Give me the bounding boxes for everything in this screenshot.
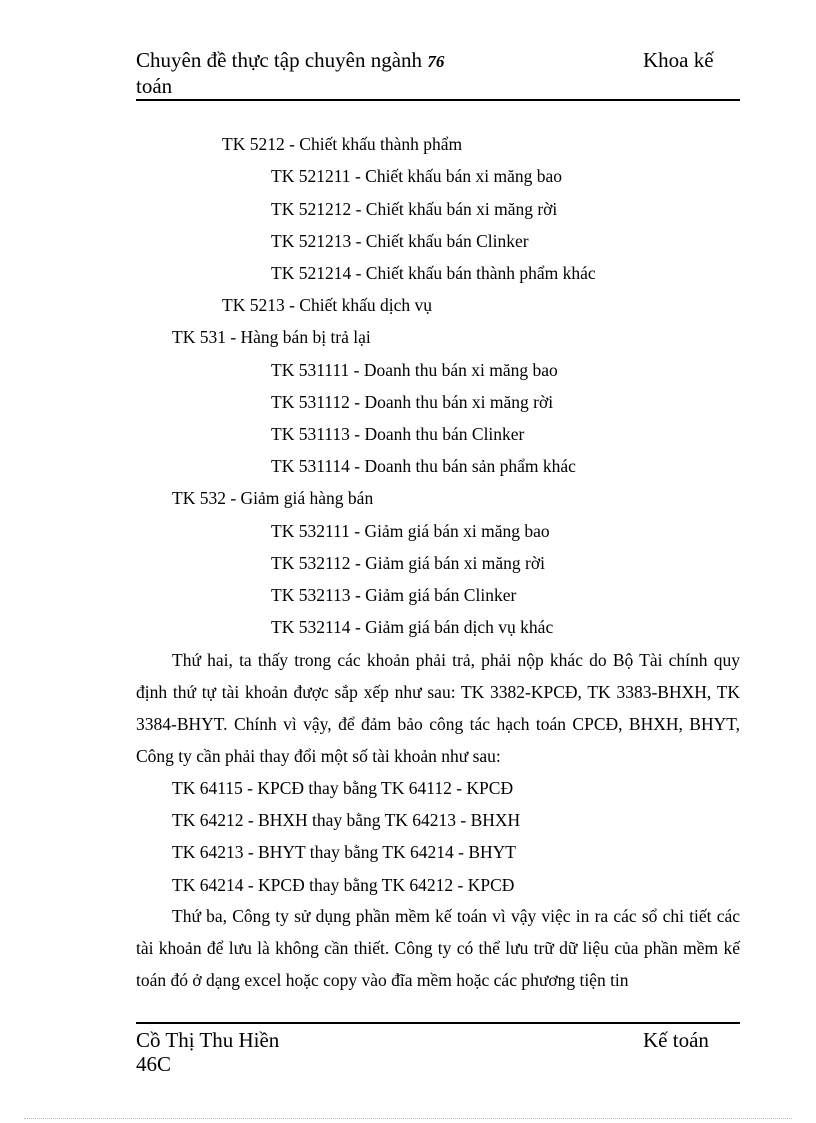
- account-code: TK 521211: [271, 166, 351, 186]
- account-name: Giảm giá hàng bán: [240, 488, 374, 508]
- account-line: TK 532 - Giảm giá hàng bán: [172, 488, 374, 508]
- account-name: Chiết khấu bán xi măng rời: [365, 199, 558, 219]
- paragraph-third: Thứ ba, Công ty sử dụng phần mềm kế toán vì vậy việc in ra các sổ chi tiết các tài khoản để lưu là không cần thiết. Công ty có thể lưu trữ dữ liệu của phần mềm kế toán đó ở dạng excel hoặc copy vào đĩa mềm hoặc các phương tiện tin: [136, 906, 740, 990]
- account-line: TK 531112 - Doanh thu bán xi măng rời: [271, 392, 554, 412]
- account-line: TK 532112 - Giảm giá bán xi măng rời: [271, 553, 545, 573]
- account-code: TK 521212: [271, 199, 352, 219]
- account-name: Giảm giá bán xi măng bao: [364, 521, 550, 541]
- account-name: Chiết khấu bán Clinker: [365, 231, 529, 251]
- account-name: Giảm giá bán Clinker: [365, 585, 517, 605]
- footer-divider: [136, 1022, 740, 1024]
- footer-author-block: [136, 1028, 336, 1076]
- account-code: TK 531112: [271, 392, 350, 412]
- account-name: Doanh thu bán xi măng bao: [363, 360, 558, 380]
- account-code: TK 531: [172, 327, 226, 347]
- replacement-line: TK 64214 - KPCĐ thay bằng TK 64212 - KPCĐ: [172, 875, 515, 895]
- account-name: Doanh thu bán Clinker: [364, 424, 525, 444]
- account-name: Chiết khấu bán thành phẩm khác: [365, 263, 596, 283]
- account-code: TK 531114: [271, 456, 350, 476]
- account-code: TK 521213: [271, 231, 352, 251]
- account-line: TK 532114 - Giảm giá bán dịch vụ khác: [271, 617, 554, 637]
- replacement-line: TK 64212 - BHXH thay bằng TK 64213 - BHXH: [172, 810, 521, 830]
- replacement-line: TK 64115 - KPCĐ thay bằng TK 64112 - KPCĐ: [172, 778, 514, 798]
- header-divider: [136, 99, 740, 101]
- account-name: Chiết khấu thành phẩm: [299, 134, 463, 154]
- account-line: TK 532111 - Giảm giá bán xi măng bao: [271, 521, 550, 541]
- account-name: Giảm giá bán dịch vụ khác: [365, 617, 554, 637]
- account-line: TK 532113 - Giảm giá bán Clinker: [271, 585, 517, 605]
- account-code: TK 5212: [222, 134, 285, 154]
- account-code: TK 531113: [271, 424, 350, 444]
- account-line: TK 531111 - Doanh thu bán xi măng bao: [271, 360, 558, 380]
- account-line: TK 531114 - Doanh thu bán sản phẩm khác: [271, 456, 576, 476]
- account-line: TK 531113 - Doanh thu bán Clinker: [271, 424, 525, 444]
- account-code: TK 532111: [271, 521, 350, 541]
- page-bottom-divider: [24, 1118, 792, 1119]
- account-line: TK 521214 - Chiết khấu bán thành phẩm khác: [271, 263, 596, 283]
- account-name: Chiết khấu bán xi măng bao: [365, 166, 562, 186]
- paragraph-second: Thứ hai, ta thấy trong các khoản phải trả, phải nộp khác do Bộ Tài chính quy định thứ tự tài khoản được sắp xếp như sau: TK 3382-KPCĐ, TK 3383-BHXH, TK 3384-BHYT. Chính vì vậy, để đảm bảo công tác hạch toán CPCĐ, BHXH, BHYT, Công ty cần phải thay đổi một số tài khoản như sau:: [136, 650, 740, 766]
- page-number: 76: [427, 52, 445, 71]
- account-code: TK 532114: [271, 617, 351, 637]
- replacement-line: TK 64213 - BHYT thay bằng TK 64214 - BHYT: [172, 842, 516, 862]
- footer-author: Cồ Thị Thu Hiền: [136, 1028, 280, 1052]
- account-line: TK 5213 - Chiết khấu dịch vụ: [222, 295, 432, 315]
- account-name: Hàng bán bị trả lại: [240, 327, 371, 347]
- header-title-line2: toán: [136, 74, 173, 98]
- account-code: TK 532: [172, 488, 226, 508]
- account-code: TK 521214: [271, 263, 352, 283]
- header-department: Khoa kế: [643, 48, 714, 72]
- account-code: TK 531111: [271, 360, 350, 380]
- header-title-line1: Chuyên đề thực tập chuyên ngành: [136, 48, 423, 72]
- account-code: TK 532113: [271, 585, 351, 605]
- account-name: Chiết khấu dịch vụ: [299, 295, 432, 315]
- account-name: Giảm giá bán xi măng rời: [365, 553, 545, 573]
- footer-major: Kế toán: [643, 1028, 709, 1052]
- account-line: TK 5212 - Chiết khấu thành phẩm: [222, 134, 463, 154]
- header-title: [136, 48, 556, 98]
- account-code: TK 532112: [271, 553, 351, 573]
- account-line: TK 521212 - Chiết khấu bán xi măng rời: [271, 199, 558, 219]
- account-name: Doanh thu bán xi măng rời: [364, 392, 554, 412]
- page-header: [136, 48, 740, 100]
- account-line: TK 521213 - Chiết khấu bán Clinker: [271, 231, 529, 251]
- footer-class: 46C: [136, 1052, 172, 1076]
- account-code: TK 5213: [222, 295, 285, 315]
- account-line: TK 531 - Hàng bán bị trả lại: [172, 327, 371, 347]
- account-line: TK 521211 - Chiết khấu bán xi măng bao: [271, 166, 562, 186]
- account-name: Doanh thu bán sản phẩm khác: [364, 456, 576, 476]
